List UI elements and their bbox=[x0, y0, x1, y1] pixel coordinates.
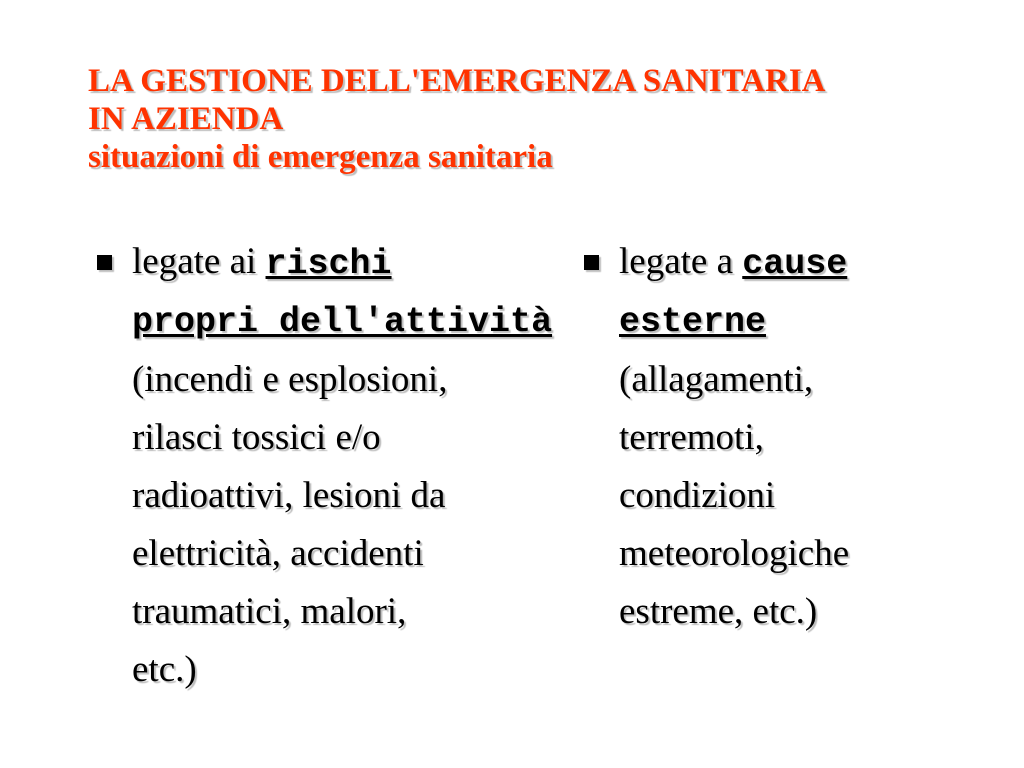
right-column bbox=[583, 233, 1003, 641]
bullet-line: elettricità, accidenti bbox=[132, 533, 424, 574]
bullet-line: rilasci tossici e/o bbox=[132, 417, 381, 458]
bullet-text bbox=[619, 233, 1003, 641]
bullet-line: (allagamenti, bbox=[619, 359, 814, 400]
bullet-line: condizioni bbox=[619, 475, 776, 516]
lead-text: legate a bbox=[619, 241, 743, 282]
bullet-line: terremoti, bbox=[619, 417, 764, 458]
subtitle: situazioni di emergenza sanitaria bbox=[88, 139, 553, 175]
lead-text: legate ai bbox=[132, 241, 266, 282]
left-column bbox=[96, 233, 566, 699]
bullet-line: traumatici, malori, bbox=[132, 591, 407, 632]
bullet-line: estreme, etc.) bbox=[619, 591, 818, 632]
bullet-line bbox=[619, 233, 1003, 293]
bullet-line: etc.) bbox=[132, 649, 197, 690]
emphasis-text: cause bbox=[742, 244, 848, 284]
square-bullet-icon bbox=[97, 255, 112, 270]
title-line-2: IN AZIENDA bbox=[88, 101, 284, 137]
title-line-1: LA GESTIONE DELL'EMERGENZA SANITARIA bbox=[88, 63, 826, 99]
slide-title bbox=[88, 62, 1008, 176]
bullet-line bbox=[132, 233, 566, 293]
emphasis-text: rischi bbox=[265, 244, 392, 284]
bullet-line: (incendi e esplosioni, bbox=[132, 359, 448, 400]
emphasis-text: esterne bbox=[619, 302, 767, 342]
bullet-item-internal-risks bbox=[96, 233, 566, 699]
square-bullet-icon bbox=[584, 255, 599, 270]
bullet-line: meteorologiche bbox=[619, 533, 850, 574]
emphasis-text: propri dell'attività bbox=[132, 302, 553, 342]
bullet-text bbox=[132, 233, 566, 699]
bullet-line: radioattivi, lesioni da bbox=[132, 475, 446, 516]
bullet-item-external-causes bbox=[583, 233, 1003, 641]
